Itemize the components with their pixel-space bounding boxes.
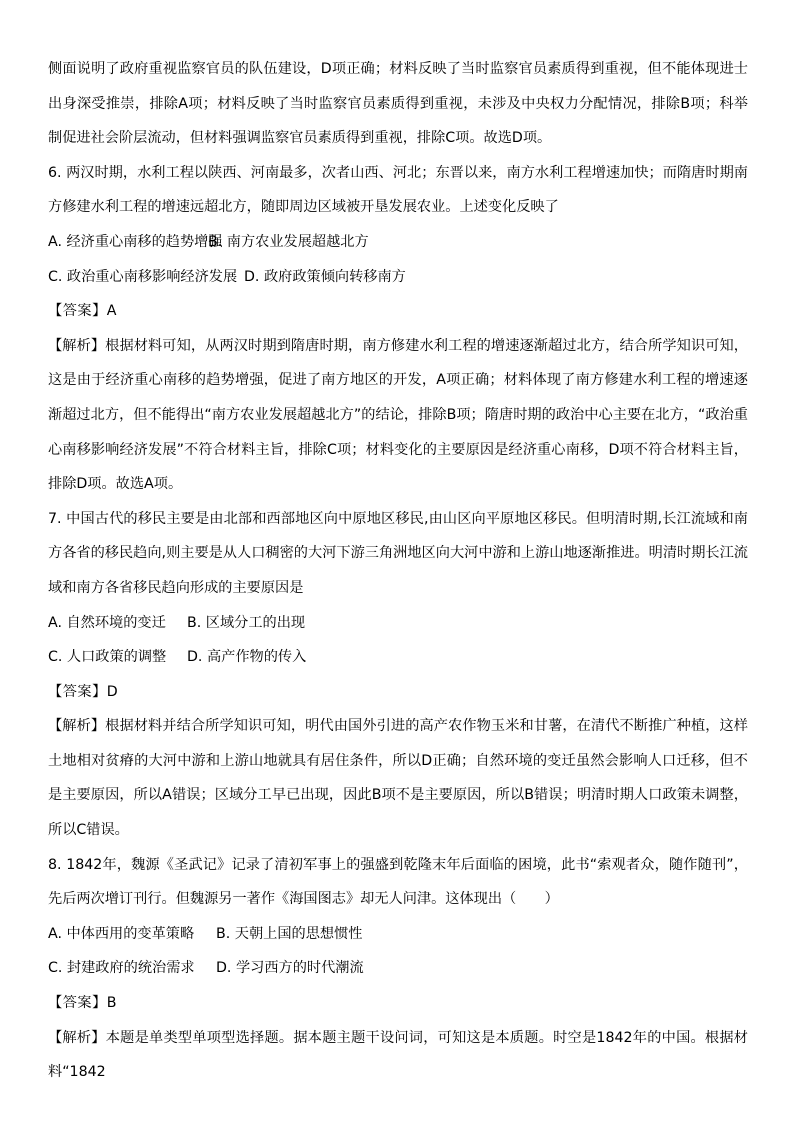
question-7-option-c: C. 人口政策的调整	[48, 649, 167, 666]
question-6-stem: 6. 两汉时期，水利工程以陕西、河南最多，次者山西、河北；东晋以来，南方水利工程增速加快；而隋唐时期南方修建水利工程的增速远超北方，随即周边区域被开垦发展农业。上述变化反映了	[48, 164, 748, 216]
question-8-answer: 【答案】B	[48, 995, 117, 1012]
question-7-option-b: B. 区域分工的出现	[187, 614, 306, 631]
question-6-option-b: B. 南方农业发展超越北方	[208, 233, 369, 250]
question-8-options-row-2	[48, 951, 748, 986]
question-6-options-row-1	[48, 225, 748, 260]
question-8-options-row-1	[48, 917, 748, 952]
question-7-option-d: D. 高产作物的传入	[187, 649, 307, 666]
question-8-option-b: B. 天朝上国的思想惯性	[216, 925, 363, 942]
question-6-option-d: D. 政府政策倾向转移南方	[244, 268, 406, 285]
question-7-stem: 7. 中国古代的移民主要是由北部和西部地区向中原地区移民,由山区向平原地区移民。但明清时期,长江流域和南方各省的移民趋向,则主要是从人口稠密的大河下游三角洲地区向大河中游和上游山地逐渐推进。明清时期长江流域和南方各省移民趋向形成的主要原因是	[48, 510, 748, 596]
question-8-option-a: A. 中体西用的变革策略	[48, 925, 195, 942]
question-6-analysis: 【解析】根据材料可知，从两汉时期到隋唐时期，南方修建水利工程的增速逐渐超过北方，结合所学知识可知，这是由于经济重心南移的趋势增强，促进了南方地区的开发，A项正确；材料体现了南方修建水利工程的增速逐渐超过北方，但不能得出“南方农业发展超越北方”的结论，排除B项；隋唐时期的政治中心主要在北方，“政治重心南移影响经济发展”不符合材料主旨，排除C项；材料变化的主要原因是经济重心南移，D项不符合材料主旨，排除D项。故选A项。	[48, 337, 748, 493]
question-6-answer: 【答案】A	[48, 303, 117, 320]
question-8-analysis: 【解析】本题是单类型单项型选择题。据本题主题干设问词，可知这是本质题。时空是1842年的中国。根据材料“1842	[48, 1029, 748, 1081]
question-7-option-a: A. 自然环境的变迁	[48, 614, 166, 631]
question-7-analysis: 【解析】根据材料并结合所学知识可知，明代由国外引进的高产农作物玉米和甘薯，在清代不断推广种植，这样土地相对贫瘠的大河中游和上游山地就具有居住条件，所以D正确；自然环境的变迁虽然会影响人口迁移，但不是主要原因，所以A错误；区域分工早已出现，因此B项不是主要原因，所以B错误；明清时期人口政策未调整，所以C错误。	[48, 718, 748, 839]
question-6-option-c: C. 政治重心南移影响经济发展	[48, 268, 238, 285]
question-7-options-row-1	[48, 606, 748, 641]
intro-paragraph: 侧面说明了政府重视监察官员的队伍建设，D项正确；材料反映了当时监察官员素质得到重视，但不能体现进士出身深受推崇，排除A项；材料反映了当时监察官员素质得到重视，未涉及中央权力分配情况，排除B项；科举制促进社会阶层流动，但材料强调监察官员素质得到重视，排除C项。故选D项。	[48, 61, 748, 147]
question-8-option-d: D. 学习西方的时代潮流	[216, 960, 364, 977]
question-8-option-c: C. 封建政府的统治需求	[48, 960, 195, 977]
question-7-answer: 【答案】D	[48, 683, 119, 700]
document-page	[48, 52, 748, 1090]
question-8-stem: 8. 1842年，魏源《圣武记》记录了清初军事上的强盛到乾隆末年后面临的困境，此书“索观者众，随作随刊”，先后两次增订刊行。但魏源另一著作《海国图志》却无人问津。这体现出（ ）	[48, 856, 748, 908]
question-7-options-row-2	[48, 640, 748, 675]
question-6-option-a: A. 经济重心南移的趋势增强	[48, 233, 223, 250]
question-6-options-row-2	[48, 260, 748, 295]
